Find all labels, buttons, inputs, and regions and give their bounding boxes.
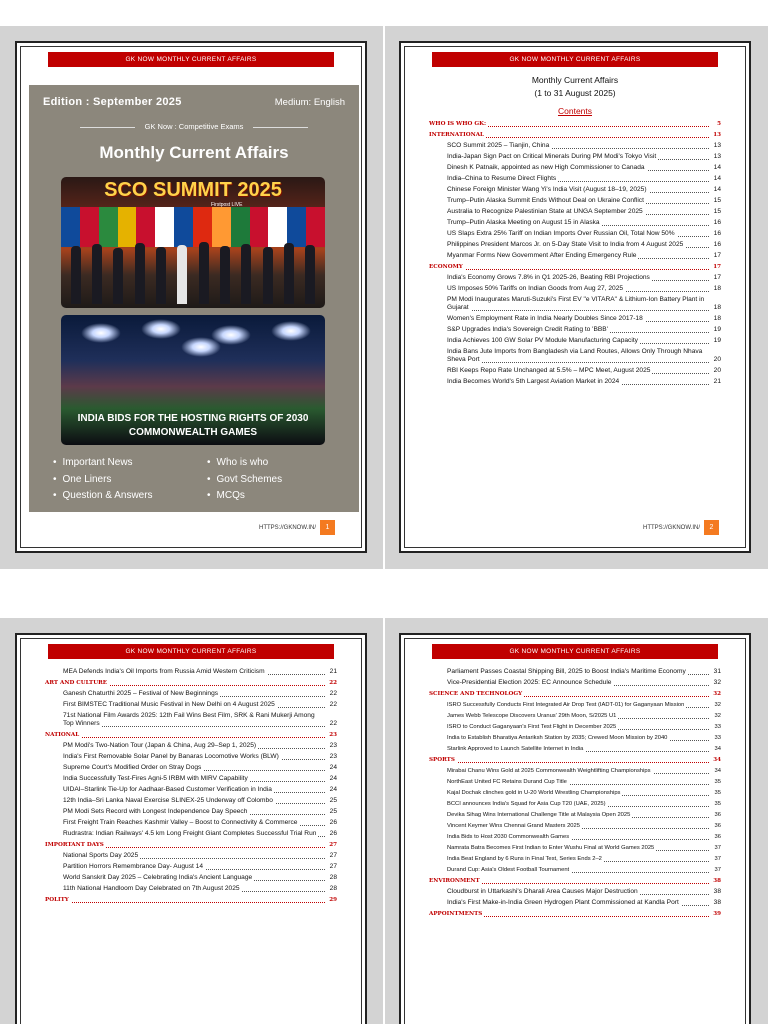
toc-page-number: 24 (329, 775, 337, 782)
toc-section-heading[interactable] (429, 131, 721, 139)
toc-entry[interactable] (45, 852, 337, 860)
toc-entry-title: INTERNATIONAL (429, 132, 484, 138)
toc-entry-title: Rudrastra: Indian Railways' 4.5 km Long Freight Giant Completes Successful Trial Run (63, 830, 317, 837)
toc-page-number: 27 (329, 852, 337, 859)
toc-entry-title: APPOINTMENTS (429, 911, 483, 917)
toc-page-number: 27 (329, 863, 337, 870)
toc-list (45, 668, 337, 904)
toc-entry-title: WHO IS WHO GK: (429, 121, 487, 127)
feature-item: • Important News (53, 455, 153, 472)
toc-page-number: 13 (713, 153, 721, 160)
toc-section-heading[interactable] (45, 679, 337, 687)
toc-entry[interactable] (429, 337, 721, 345)
page-3[interactable] (15, 633, 367, 1024)
toc-page-number: 17 (713, 252, 721, 259)
toc-entry-title: Namrata Batra Becomes First Indian to Enter Wushu Final at World Games 2025 (447, 845, 655, 851)
cover-panel (29, 85, 359, 512)
toc-entry[interactable] (45, 742, 337, 750)
toc-entry-title: 71st National Film Awards 2025: 12th Fail Wins Best Film, SRK & Rani Mukerji Among Top Winners (63, 712, 315, 727)
toc-dot-leader (429, 762, 709, 763)
toc-entry-title: 11th National Handloom Day Celebrated on 7th August 2025 (63, 885, 240, 892)
toc-entry-title: US Imposes 50% Tariffs on Indian Goods from Aug 27, 2025 (447, 285, 624, 292)
toc-entry-title: IMPORTANT DAYS (45, 842, 104, 848)
toc-entry-title: MEA Defends India's Oil Imports from Russia Amid Western Criticism (63, 668, 265, 675)
toc-section-heading[interactable] (429, 690, 721, 698)
page-footer (259, 520, 335, 535)
toc-entry[interactable] (429, 153, 721, 161)
toc-entry-title: India Becomes World's 5th Largest Aviation Market in 2024 (447, 378, 620, 385)
toc-entry-title: India's First Make-in-India Green Hydrogen Plant Commissioned at Kandla Port (447, 899, 679, 906)
toc-page-number: 26 (329, 830, 337, 837)
toc-entry[interactable] (429, 378, 721, 386)
toc-page-number: 34 (714, 768, 721, 774)
toc-entry[interactable] (429, 767, 721, 775)
toc-page-number: 13 (713, 142, 721, 149)
toc-page-4 (429, 668, 721, 921)
page-number: 1 (320, 520, 335, 535)
toc-section-heading[interactable] (429, 756, 721, 764)
toc-section-heading[interactable] (45, 896, 337, 904)
page-header: GK NOW MONTHLY CURRENT AFFAIRS (432, 52, 718, 67)
toc-entry[interactable] (45, 830, 337, 838)
toc-entry-title: India's Economy Grows 7.8% in Q1 2025-26, Beating RBI Projections (447, 274, 650, 281)
cover-title: Monthly Current Affairs (99, 143, 289, 162)
toc-entry[interactable] (429, 668, 721, 676)
toc-page-number: 24 (329, 786, 337, 793)
toc-dot-leader (429, 269, 709, 270)
page-border (20, 638, 362, 1024)
edition-label: Edition : September 2025 (43, 96, 182, 108)
toc-entry[interactable] (429, 348, 721, 364)
toc-page-number: 38 (713, 899, 721, 906)
toc-entry[interactable] (429, 844, 721, 852)
toc-date-range: (1 to 31 August 2025) (534, 88, 616, 98)
toc-page-number: 16 (713, 241, 721, 248)
contents-heading: Contents (557, 106, 593, 116)
toc-entry[interactable] (429, 833, 721, 841)
toc-page-number: 17 (713, 264, 721, 270)
toc-list (429, 120, 721, 386)
toc-entry[interactable] (45, 863, 337, 871)
toc-page-number: 25 (329, 797, 337, 804)
toc-entry-title: India Successfully Test-Fires Agni-5 IRBM with MIRV Capability (63, 775, 248, 782)
toc-entry[interactable] (429, 745, 721, 753)
toc-page-number: 39 (713, 911, 721, 917)
toc-entry-title: NorthEast United FC Retains Durand Cup Title (447, 779, 567, 785)
toc-entry[interactable] (45, 668, 337, 676)
toc-page-number: 29 (329, 897, 337, 903)
toc-entry[interactable] (45, 712, 337, 728)
toc-entry[interactable] (429, 855, 721, 863)
toc-page-number: 22 (329, 690, 337, 697)
toc-page-number: 19 (713, 337, 721, 344)
toc-page-number: 32 (714, 713, 721, 719)
toc-entry-title: World Sanskrit Day 2025 – Celebrating India's Ancient Language (63, 874, 253, 881)
toc-section-heading[interactable] (429, 877, 721, 885)
page-header: GK NOW MONTHLY CURRENT AFFAIRS (432, 644, 718, 659)
toc-entry-title: Partition Horrors Remembrance Day- August 14 (63, 863, 203, 870)
page-separator (383, 26, 385, 569)
toc-page-number: 23 (329, 753, 337, 760)
toc-entry[interactable] (429, 164, 721, 172)
photo-caption: INDIA BIDS FOR THE HOSTING RIGHTS OF 2030 COMMONWEALTH GAMES (77, 413, 309, 438)
toc-entry[interactable] (429, 285, 721, 293)
toc-entry[interactable] (45, 808, 337, 816)
toc-entry[interactable] (429, 778, 721, 786)
toc-entry-title: UIDAI–Starlink Tie-Up for Aadhaar-Based Customer Verification in India (63, 786, 272, 793)
toc-entry[interactable] (429, 219, 721, 227)
toc-entry[interactable] (429, 789, 721, 797)
toc-entry[interactable] (429, 367, 721, 375)
toc-entry[interactable] (429, 208, 721, 216)
page-border (20, 46, 362, 548)
toc-page-number: 23 (329, 732, 337, 738)
toc-entry[interactable] (429, 712, 721, 720)
page-border (404, 638, 746, 1024)
toc-page-number: 33 (714, 735, 721, 741)
toc-entry[interactable] (429, 701, 721, 709)
toc-entry[interactable] (45, 701, 337, 709)
toc-page-number: 37 (714, 845, 721, 851)
toc-dot-leader (45, 737, 325, 738)
toc-page-number: 35 (714, 801, 721, 807)
toc-page-3 (45, 668, 337, 907)
toc-page-number: 32 (714, 702, 721, 708)
toc-entry-title: Trump–Putin Alaska Meeting on August 15 in Alaska (447, 219, 600, 226)
toc-page-number: 16 (713, 219, 721, 226)
toc-entry[interactable] (429, 888, 721, 896)
commonwealth-games-photo (61, 315, 325, 445)
toc-entry-title: Parliament Passes Coastal Shipping Bill, 2025 to Boost India's Maritime Economy (447, 668, 686, 675)
toc-entry-title: SCIENCE AND TECHNOLOGY (429, 691, 523, 697)
toc-page-number: 35 (714, 790, 721, 796)
toc-page-number: 18 (713, 315, 721, 322)
toc-entry-title: NATIONAL (45, 732, 80, 738)
toc-page-number: 18 (713, 304, 721, 311)
toc-section-heading[interactable] (45, 731, 337, 739)
toc-entry-title: First Freight Train Reaches Kashmir Valley – Boost to Connectivity & Commerce (63, 819, 298, 826)
leaders-group (61, 238, 325, 308)
toc-entry[interactable] (45, 797, 337, 805)
toc-entry-title: Vice-Presidential Election 2025: EC Announce Schedule (447, 679, 612, 686)
toc-page-number: 22 (329, 720, 337, 727)
toc-entry-title: Dinesh K Patnaik, appointed as new High Commissioner to Canada (447, 164, 645, 171)
feature-item: • MCQs (207, 488, 282, 505)
medium-label: Medium: English (274, 97, 345, 108)
toc-entry[interactable] (429, 734, 721, 742)
toc-page-number: 5 (717, 121, 721, 127)
toc-dot-leader (45, 902, 325, 903)
toc-page-number: 36 (714, 812, 721, 818)
toc-entry-title: James Webb Telescope Discovers Uranus' 29th Moon, S/2025 U1 (447, 713, 617, 719)
toc-entry-title: India Beat England by 6 Runs in Final Test, Series Ends 2–2 (447, 856, 602, 862)
toc-entry[interactable] (429, 315, 721, 323)
toc-entry[interactable] (429, 241, 721, 249)
features-list-left (53, 455, 153, 505)
toc-page-number: 28 (329, 874, 337, 881)
toc-page-number: 14 (713, 175, 721, 182)
toc-page-number: 36 (714, 823, 721, 829)
toc-entry-title: Women's Employment Rate in India Nearly Doubles Since 2017-18 (447, 315, 643, 322)
toc-page-number: 24 (329, 764, 337, 771)
toc-entry[interactable] (45, 775, 337, 783)
toc-entry[interactable] (45, 819, 337, 827)
page-separator (383, 618, 385, 1024)
toc-entry[interactable] (429, 142, 721, 150)
toc-page-number: 21 (329, 668, 337, 675)
toc-page-number: 27 (329, 842, 337, 848)
toc-entry[interactable] (429, 811, 721, 819)
toc-page-number: 15 (713, 197, 721, 204)
toc-page-number: 20 (713, 356, 721, 363)
toc-entry-title: RBI Keeps Repo Rate Unchanged at 5.5% – MPC Meet, August 2025 (447, 367, 651, 374)
toc-entry[interactable] (45, 786, 337, 794)
toc-entry-title: Durand Cup: Asia's Oldest Football Tournament (447, 867, 570, 873)
page-header: GK NOW MONTHLY CURRENT AFFAIRS (48, 52, 334, 67)
toc-entry[interactable] (429, 230, 721, 238)
toc-entry-title: India Achieves 100 GW Solar PV Module Manufacturing Capacity (447, 337, 638, 344)
toc-entry-title: POLITY (45, 897, 69, 903)
footer-url[interactable]: HTTPS://GKNOW.IN/ (258, 524, 316, 531)
toc-dot-leader (63, 726, 325, 727)
toc-entry-title: ISRO to Conduct Gaganyaan's First Test Flight in December 2025 (447, 724, 617, 730)
toc-entry-title: Myanmar Forms New Government After Ending Emergency Rule (447, 252, 637, 259)
toc-page-number: 19 (713, 326, 721, 333)
toc-entry[interactable] (45, 753, 337, 761)
toc-page-number: 22 (329, 701, 337, 708)
toc-entry[interactable] (45, 690, 337, 698)
toc-list (429, 668, 721, 918)
toc-entry[interactable] (429, 296, 721, 312)
toc-entry[interactable] (429, 800, 721, 808)
toc-entry[interactable] (429, 866, 721, 874)
toc-entry-title: Vincent Keymer Wins Chennai Grand Masters 2025 (447, 823, 580, 829)
page-number: 2 (704, 520, 719, 535)
toc-page-number: 33 (714, 724, 721, 730)
toc-entry-title: Cloudburst in Uttarkashi's Dharali Area Causes Major Destruction (447, 888, 638, 895)
toc-entry[interactable] (429, 822, 721, 830)
toc-section-heading[interactable] (45, 841, 337, 849)
toc-entry-title: India Bans Jute Imports from Bangladesh via Land Routes, Allows Only Through Nhava Sheva Port (447, 348, 703, 363)
toc-page-number: 38 (713, 888, 721, 895)
toc-page-number: 16 (713, 230, 721, 237)
toc-entry-title: ECONOMY (429, 264, 463, 270)
toc-entry-title: PM Modi's Two-Nation Tour (Japan & China, Aug 29–Sep 1, 2025) (63, 742, 257, 749)
toc-page-2 (429, 74, 721, 389)
toc-section-heading[interactable] (429, 910, 721, 918)
cover-subtitle: GK Now : Competitive Exams (29, 122, 359, 131)
toc-entry-title: BCCI announces India's Squad for Asia Cup T20 (UAE, 2025) (447, 801, 606, 807)
toc-entry-title: ART AND CULTURE (45, 680, 108, 686)
toc-dot-leader (447, 310, 709, 311)
toc-entry-title: PM Modi Sets Record with Longest Independence Day Speech (63, 808, 248, 815)
toc-page-number: 38 (713, 878, 721, 884)
toc-entry-title: US Slaps Extra 25% Tariff on Indian Imports Over Russian Oil, Total Now 50% (447, 230, 675, 237)
toc-page-number: 25 (329, 808, 337, 815)
toc-entry[interactable] (429, 186, 721, 194)
page-footer (643, 520, 719, 535)
toc-page-number: 36 (714, 834, 721, 840)
toc-entry-title: India–China to Resume Direct Flights (447, 175, 557, 182)
feature-item: • Question & Answers (53, 488, 153, 505)
toc-page-number: 26 (329, 819, 337, 826)
toc-entry-title: ENVIRONMENT (429, 878, 480, 884)
toc-entry[interactable] (429, 197, 721, 205)
toc-page-number: 14 (713, 186, 721, 193)
toc-entry-title: Ganesh Chaturthi 2025 – Festival of New Beginnings (63, 690, 219, 697)
toc-page-number: 32 (713, 679, 721, 686)
toc-entry-title: First BIMSTEC Traditional Music Festival in New Delhi on 4 August 2025 (63, 701, 275, 708)
toc-dot-leader (447, 362, 709, 363)
toc-section-heading[interactable] (429, 120, 721, 128)
toc-page-number: 35 (714, 779, 721, 785)
toc-page-number: 37 (714, 867, 721, 873)
sco-summit-photo (61, 177, 325, 308)
toc-page-number: 21 (713, 378, 721, 385)
toc-title: Monthly Current Affairs (531, 75, 619, 85)
toc-entry-title: Mirabai Chanu Wins Gold at 2025 Commonwealth Weightlifting Championships (447, 768, 651, 774)
toc-entry[interactable] (429, 274, 721, 282)
toc-entry[interactable] (429, 326, 721, 334)
features-list-right (207, 455, 282, 505)
feature-item: • One Liners (53, 472, 153, 489)
page-header: GK NOW MONTHLY CURRENT AFFAIRS (48, 644, 334, 659)
toc-entry[interactable] (429, 723, 721, 731)
page-4[interactable] (399, 633, 751, 1024)
toc-page-number: 23 (329, 742, 337, 749)
toc-entry-title: Kajal Dochak clinches gold in U-20 World Wrestling Championships (447, 790, 621, 796)
toc-entry-title: India to Establish Bharatiya Antariksh Station by 2035; Crewed Moon Mission by 2040 (447, 735, 668, 741)
toc-entry[interactable] (45, 885, 337, 893)
photo-caption: SCO SUMMIT 2025 (104, 179, 282, 201)
toc-entry-title: Starlink Approved to Launch Satellite Internet in India (447, 746, 584, 752)
toc-page-number: 34 (713, 757, 721, 763)
toc-page-number: 32 (713, 691, 721, 697)
feature-item: • Govt Schemes (207, 472, 282, 489)
page-2[interactable] (399, 41, 751, 553)
toc-entry-title: ISRO Successfully Conducts First Integrated Air Drop Test (IADT-01) for Gaganyaan Mission (447, 702, 685, 708)
toc-page-number: 14 (713, 164, 721, 171)
toc-page-number: 17 (713, 274, 721, 281)
toc-entry-title: Supreme Court's Modified Order on Stray Dogs (63, 764, 202, 771)
toc-entry-title: 12th India–Sri Lanka Naval Exercise SLINEX-25 Underway off Colombo (63, 797, 273, 804)
toc-entry-title: Chinese Foreign Minister Wang Yi's India Visit (August 18–19, 2025) (447, 186, 647, 193)
toc-entry[interactable] (429, 252, 721, 260)
toc-page-number: 37 (714, 856, 721, 862)
footer-url[interactable]: HTTPS://GKNOW.IN/ (642, 524, 700, 531)
toc-page-number: 20 (713, 367, 721, 374)
toc-entry[interactable] (429, 175, 721, 183)
toc-page-number: 22 (329, 680, 337, 686)
toc-section-heading[interactable] (429, 263, 721, 271)
toc-entry-title: Philippines President Marcos Jr. on 5-Day State Visit to India from 4 August 2025 (447, 241, 684, 248)
feature-item: • Who is who (207, 455, 282, 472)
page-1[interactable] (15, 41, 367, 553)
toc-entry-title: SPORTS (429, 757, 455, 763)
toc-page-number: 13 (713, 132, 721, 138)
toc-page-number: 34 (714, 746, 721, 752)
toc-page-number: 15 (713, 208, 721, 215)
toc-entry-title: National Sports Day 2025 (63, 852, 139, 859)
photo-tag: Firstpost LIVE (211, 202, 243, 208)
toc-entry-title: PM Modi Inaugurates Maruti-Suzuki's First EV "e VITARA" & Lithium-Ion Battery Plant in Gujarat (447, 296, 705, 311)
toc-entry-title: Trump–Putin Alaska Summit Ends Without Deal on Ukraine Conflict (447, 197, 644, 204)
toc-page-number: 31 (713, 668, 721, 675)
toc-entry[interactable] (45, 764, 337, 772)
page-border (404, 46, 746, 548)
toc-entry[interactable] (45, 874, 337, 882)
toc-entry-title: S&P Upgrades India's Sovereign Credit Rating to 'BBB' (447, 326, 608, 333)
toc-entry-title: India's First Removable Solar Panel by Banaras Locomotive Works (BLW) (63, 753, 279, 760)
toc-entry-title: Australia to Recognize Palestinian State at UNGA September 2025 (447, 208, 643, 215)
toc-entry-title: India-Japan Sign Pact on Critical Minerals During PM Modi's Tokyo Visit (447, 153, 657, 160)
toc-page-number: 18 (713, 285, 721, 292)
toc-entry[interactable] (429, 679, 721, 687)
toc-entry[interactable] (429, 899, 721, 907)
toc-entry-title: India Bids to Host 2030 Commonwealth Games (447, 834, 570, 840)
toc-entry-title: SCO Summit 2025 – Tianjin, China (447, 142, 550, 149)
toc-page-number: 28 (329, 885, 337, 892)
toc-entry-title: Devika Sihag Wins International Challenge Title at Malaysia Open 2025 (447, 812, 631, 818)
